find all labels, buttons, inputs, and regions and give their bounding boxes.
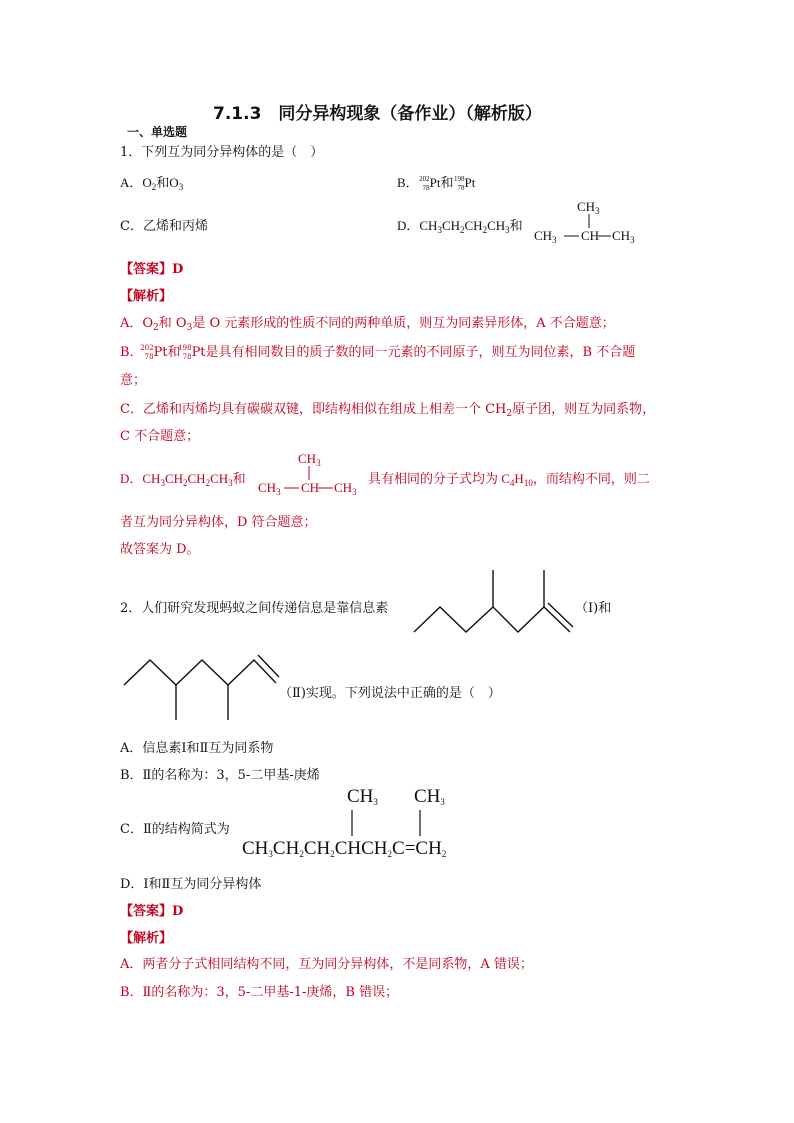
q2-option-d: D．Ⅰ和Ⅱ互为同分异构体 [120,877,262,892]
methyl-group: $CH_3$ [347,786,378,807]
q1-conclusion: 故答案为 D。 [120,542,200,557]
q2-analysis-label: 【解析】 [120,931,173,946]
isobutane-left-ch3: $CH_3$ [258,480,281,497]
q1-option-d: D．$CH_3CH_2CH_2CH_3$和 [397,218,523,235]
q1-explain-c-cont: C 不合题意； [120,429,200,444]
isobutane-right-ch3: $CH_3$ [612,228,635,245]
q2-option-b: B．Ⅱ的名称为：3，5-二甲基-庚烯 [120,768,320,783]
isobutane-ch: CH [301,480,320,495]
q2-explain-a: A．两者分子式相同结构不同，互为同分异构体，不是同系物，A 错误； [120,957,533,972]
q2-explain-b: B．Ⅱ的名称为：3，5-二甲基-1-庚烯，B 错误； [120,985,399,1000]
pheromone-i-label: （Ⅰ)和 [575,601,612,616]
q2-stem: 2．人们研究发现蚂蚁之间传递信息是靠信息素 [120,601,389,616]
q1-explain-c: C．乙烯和丙烯均具有碳碳双键，即结构相似在组成上相差一个 $CH_2$原子团，则互为同系物， [120,402,656,419]
methyl-group: $CH_3$ [414,786,445,807]
pheromone-ii-label: （Ⅱ)实现。下列说法中正确的是（ ） [279,686,501,701]
q1-explain-d-tail: 具有相同的分子式均为 $C_4H_{10}$，而结构不同，则二 [368,471,650,488]
isobutane-right-ch3: $CH_3$ [334,480,357,497]
q2-option-c: C．Ⅱ的结构简式为 [120,822,230,837]
section-heading: 一、单选题 [127,125,188,139]
page-title: 7.1.3 同分异构现象（备作业）（解析版） [213,104,542,124]
isobutane-top-ch3: $CH_3$ [298,451,321,468]
q1-explain-b: B． 202 78 Pt和 198 78 Pt是具有相同数目的质子数的同一元素的不同原子，则互为同位素，B 不合题 [120,343,636,361]
q1-explain-d: D．$CH_3CH_2CH_2CH_3$和 [120,471,246,488]
option-c-formula: $CH_3CH_2CH_2CHCH_2C=CH_2$ [242,838,447,859]
q1-explain-d-cont: 者互为同分异构体，D 符合题意； [120,515,317,530]
isobutane-top-ch3: $CH_3$ [577,199,600,216]
q2-answer: 【答案】D [120,904,184,919]
q1-option-b: B． 202 78 Pt和 198 78 Pt [397,175,476,193]
isobutane-ch: CH [581,228,600,243]
q1-analysis-label: 【解析】 [120,289,173,304]
q1-explain-a: A．$O_2$和 $O_3$是 O 元素形成的性质不同的两种单质，则互为同素异形体，A 不合题意； [120,316,615,333]
q1-option-a: A．$O_2$和$O_3$ [120,175,184,192]
isotope-notation: 198 78 [454,175,465,193]
q1-answer: 【答案】D [120,262,184,277]
isobutane-chain: $CH_3$ [534,228,557,245]
isotope-notation: 202 78 [419,175,430,193]
q1-stem: 1．下列互为同分异构体的是（ ） [120,145,324,160]
q1-explain-b-cont: 意； [120,373,147,388]
q2-option-a: A．信息素Ⅰ和Ⅱ互为同系物 [120,741,274,756]
q1-option-c: C．乙烯和丙烯 [120,219,208,234]
